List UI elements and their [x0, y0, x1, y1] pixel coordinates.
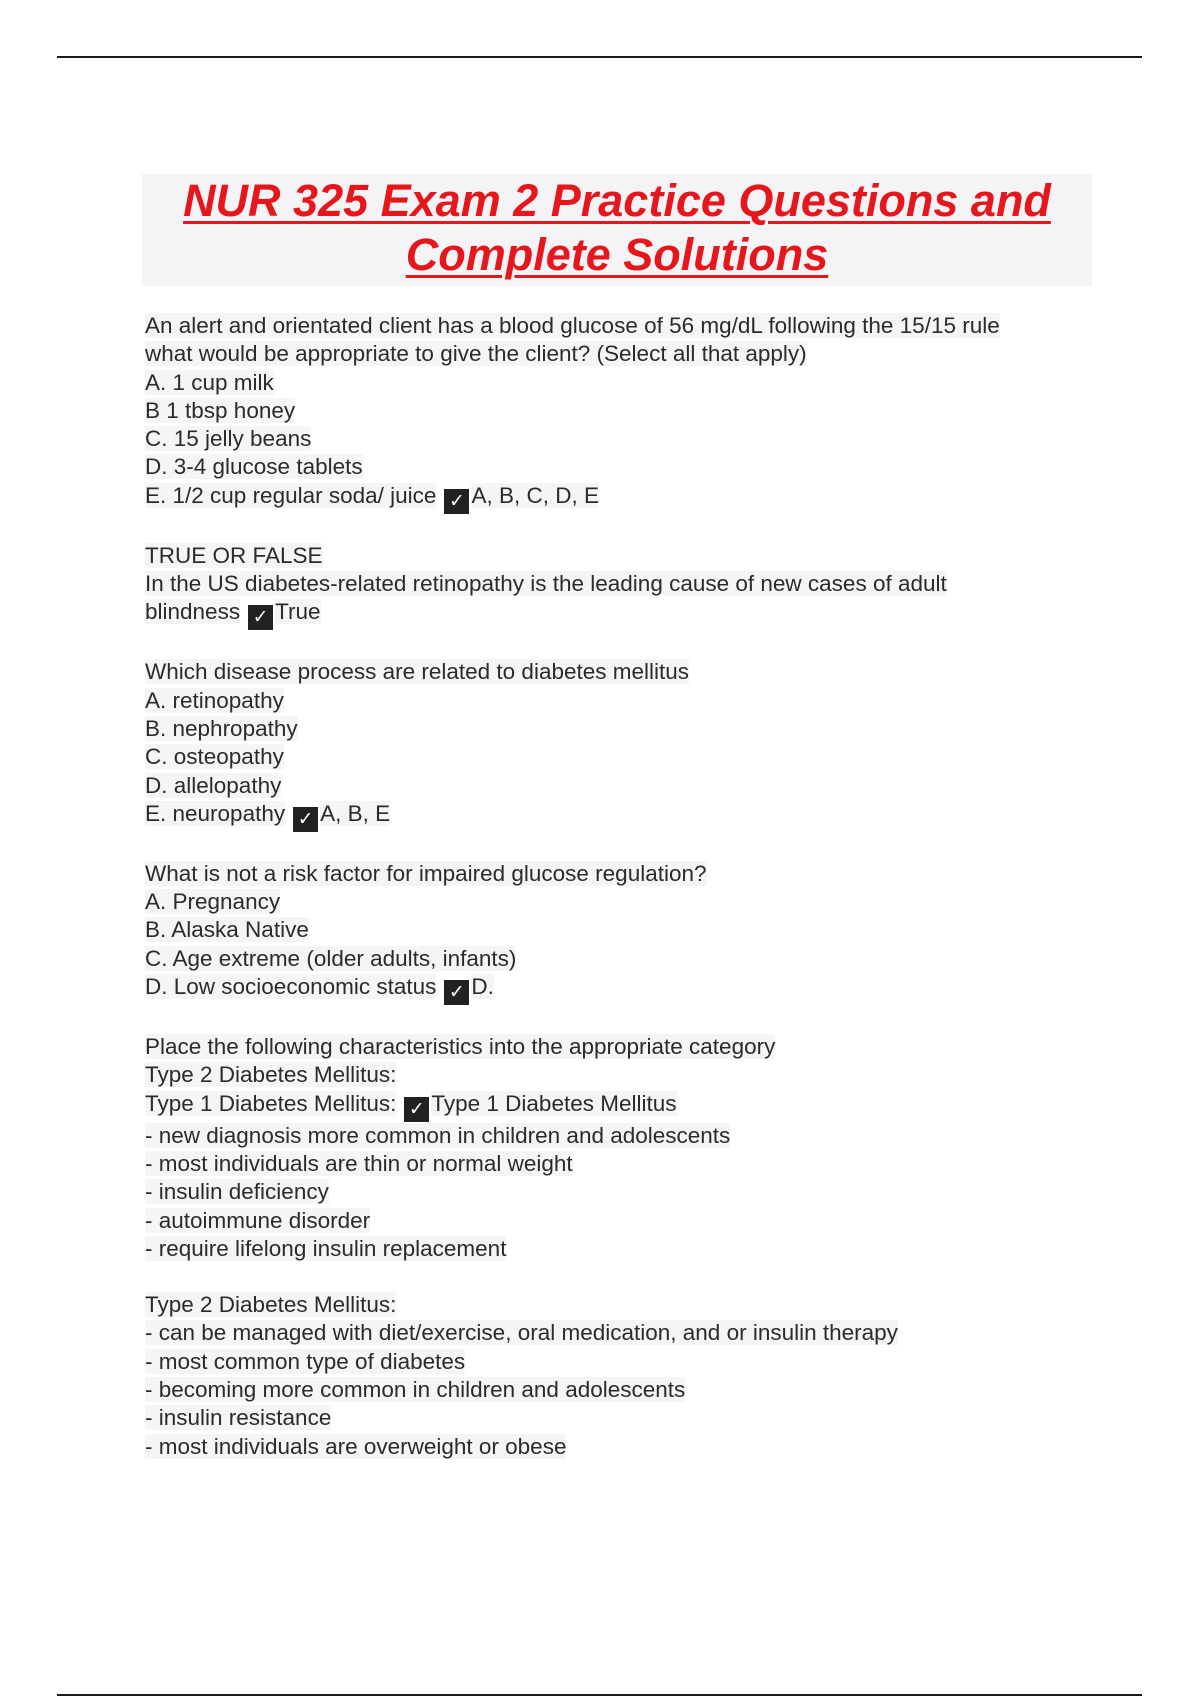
answer-option: E. neuropathy [145, 800, 286, 826]
answer-option: E. 1/2 cup regular soda/ juice [145, 482, 437, 508]
answer-option: D. allelopathy [145, 772, 282, 798]
answer-option: A. 1 cup milk [145, 369, 274, 395]
characteristic-item: - becoming more common in children and adolescents [145, 1377, 686, 1403]
characteristic-item: - most individuals are overweight or obese [145, 1433, 567, 1459]
characteristic-item: - most individuals are thin or normal weight [145, 1150, 573, 1176]
title-line-1: NUR 325 Exam 2 Practice Questions and [183, 175, 1051, 226]
question-block [145, 658, 1105, 831]
document-body [145, 312, 1105, 1489]
check-mark-icon: ✓ [444, 980, 469, 1005]
characteristic-item: - new diagnosis more common in children and adolescents [145, 1122, 731, 1148]
question-block [145, 312, 1105, 514]
question-block [145, 860, 1105, 1005]
question-block [145, 1033, 1105, 1263]
correct-answer: A, B, E [320, 800, 391, 826]
characteristic-item: - insulin deficiency [145, 1179, 329, 1205]
answer-option: B. Alaska Native [145, 917, 309, 943]
top-divider [57, 56, 1142, 58]
check-mark-icon: ✓ [293, 807, 318, 832]
question-text: Which disease process are related to diabetes mellitus [145, 659, 690, 685]
question-text: An alert and orientated client has a blood glucose of 56 mg/dL following the 15/15 rule [145, 313, 1000, 338]
answer-option: C. osteopathy [145, 744, 284, 770]
correct-answer: True [275, 599, 321, 625]
answer-option: B. nephropathy [145, 715, 298, 741]
type2-section [145, 1291, 1105, 1461]
check-mark-icon: ✓ [444, 489, 469, 514]
answer-option: B 1 tbsp honey [145, 397, 296, 423]
answer-option: C. Age extreme (older adults, infants) [145, 945, 517, 971]
characteristic-item: - require lifelong insulin replacement [145, 1235, 507, 1261]
question-block [145, 542, 1105, 631]
answer-option: A. retinopathy [145, 687, 284, 713]
question-text: blindness [145, 599, 241, 625]
question-text: What is not a risk factor for impaired glucose regulation? [145, 860, 707, 886]
check-mark-icon: ✓ [404, 1097, 429, 1122]
answer-option: D. Low socioeconomic status [145, 974, 437, 1000]
title-line-2: Complete Solutions [405, 229, 829, 280]
answer-option: D. 3-4 glucose tablets [145, 454, 363, 480]
answer-option: C. 15 jelly beans [145, 426, 312, 452]
category-label: Type 2 Diabetes Mellitus: [145, 1062, 397, 1088]
characteristic-item: - most common type of diabetes [145, 1348, 466, 1374]
answer-option: A. Pregnancy [145, 889, 281, 915]
question-text: what would be appropriate to give the client? (Select all that apply) [145, 341, 807, 367]
category-label: Type 1 Diabetes Mellitus: [145, 1090, 397, 1116]
category-label: Type 2 Diabetes Mellitus: [145, 1292, 397, 1318]
bottom-divider [57, 1694, 1142, 1696]
correct-answer: D. [471, 974, 494, 1000]
correct-answer: Type 1 Diabetes Mellitus [431, 1090, 677, 1116]
characteristic-item: - autoimmune disorder [145, 1207, 371, 1233]
document-title [142, 174, 1092, 286]
characteristic-item: - can be managed with diet/exercise, oral medication, and or insulin therapy [145, 1320, 898, 1346]
check-mark-icon: ✓ [248, 605, 273, 630]
question-text: Place the following characteristics into the appropriate category [145, 1034, 776, 1060]
question-text: TRUE OR FALSE [145, 542, 323, 568]
characteristic-item: - insulin resistance [145, 1405, 332, 1431]
question-text: In the US diabetes-related retinopathy is the leading cause of new cases of adult [145, 571, 947, 597]
correct-answer: A, B, C, D, E [471, 482, 599, 508]
